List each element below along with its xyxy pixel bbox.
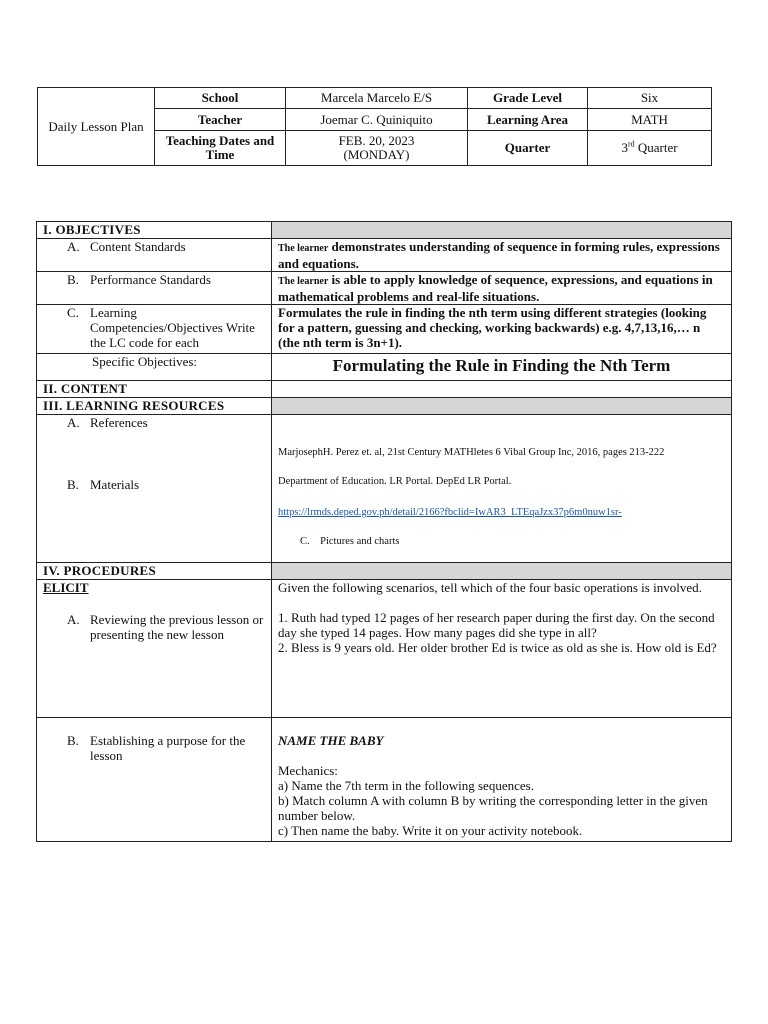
- quarter-num: 3: [621, 140, 628, 155]
- content-heading: II. CONTENT: [37, 381, 272, 398]
- quarter-sup: rd: [627, 139, 635, 149]
- learning-competencies-label: C. Learning Competencies/Objectives Write the LC code for each: [37, 305, 272, 354]
- references-content: [272, 415, 732, 563]
- teacher-value: Joemar C. Quiniquito: [286, 109, 468, 131]
- mechanics-c: c) Then name the baby. Write it on your activity notebook.: [278, 823, 583, 838]
- mechanics-b: b) Match column A with column B by writing the corresponding letter in the given number below.: [278, 793, 708, 823]
- reference-link[interactable]: https://lrmds.deped.gov.ph/detail/2166?fbclid=IwAR3_LTEqaJzx37p6m0nuw1sr-: [278, 507, 622, 518]
- performance-standards-text: The learner is able to apply knowledge of sequence, expressions, and equations in mathematical problems and real-life situations.: [272, 272, 732, 305]
- purpose-title: NAME THE BABY: [278, 733, 384, 748]
- learning-resources-shade: [272, 398, 732, 415]
- review-label: A. Reviewing the previous lesson or presenting the new lesson: [67, 612, 264, 642]
- quarter-label: Quarter: [468, 131, 588, 166]
- elicit-cell: [37, 580, 272, 718]
- review-content: [272, 580, 732, 718]
- dates-value: [286, 131, 468, 166]
- reference-book: MarjosephH. Perez et. al, 21st Century MATHletes 6 Vibal Group Inc, 2016, pages 213-222: [278, 447, 665, 458]
- objectives-heading-shade: [272, 222, 732, 239]
- review-question-1b: day she typed 14 pages. How many pages did she type in all?: [278, 625, 597, 640]
- purpose-content: [272, 718, 732, 842]
- school-label: School: [155, 88, 286, 109]
- content-standards-text: The learner demonstrates understanding of sequence in forming rules, expressions and equations.: [272, 239, 732, 272]
- review-question-1a: 1. Ruth had typed 12 pages of her research paper during the first day. On the second: [278, 610, 715, 625]
- school-value: Marcela Marcelo E/S: [286, 88, 468, 109]
- references-label: A. References: [67, 415, 148, 430]
- dlp-title: Daily Lesson Plan: [38, 88, 155, 166]
- purpose-label: B. Establishing a purpose for the lesson: [37, 718, 272, 842]
- area-label: Learning Area: [468, 109, 588, 131]
- review-question-2: 2. Bless is 9 years old. Her older brother Ed is twice as old as she is. How old is Ed?: [278, 640, 717, 655]
- mechanics-label: Mechanics:: [278, 763, 338, 778]
- mechanics-a: a) Name the 7th term in the following sequences.: [278, 778, 534, 793]
- grade-label: Grade Level: [468, 88, 588, 109]
- dates-label: Teaching Dates and Time: [155, 131, 286, 166]
- objectives-heading: I. OBJECTIVES: [37, 222, 272, 239]
- learning-resources-heading: III. LEARNING RESOURCES: [37, 398, 272, 415]
- content-heading-empty: [272, 381, 732, 398]
- review-intro: Given the following scenarios, tell which of the four basic operations is involved.: [278, 580, 702, 595]
- reference-portal: Department of Education. LR Portal. DepEd LR Portal.: [278, 476, 512, 487]
- lesson-header-table: [37, 87, 712, 166]
- area-value: MATH: [588, 109, 712, 131]
- teacher-label: Teacher: [155, 109, 286, 131]
- specific-objectives-label: Specific Objectives:: [37, 354, 272, 381]
- procedures-shade: [272, 563, 732, 580]
- performance-standards-label: B. Performance Standards: [37, 272, 272, 305]
- procedures-heading: IV. PROCEDURES: [37, 563, 272, 580]
- pictures-item: C. Pictures and charts: [300, 536, 400, 547]
- materials-label: B. Materials: [67, 477, 140, 492]
- content-standards-label: A. Content Standards: [37, 239, 272, 272]
- specific-objectives-title: Formulating the Rule in Finding the Nth Term: [272, 354, 732, 381]
- grade-value: Six: [588, 88, 712, 109]
- learning-competencies-text: Formulates the rule in finding the nth term using different strategies (looking for a pattern, guessing and checking, working backwards) e.g. 4,7,13,16,… n (the nth term is 3n+1).: [272, 305, 732, 354]
- dates-value-line2: (MONDAY): [343, 147, 410, 162]
- references-materials-labels: [37, 415, 272, 563]
- quarter-word: Quarter: [637, 140, 678, 155]
- quarter-value: [588, 131, 712, 166]
- lesson-body-table: [36, 221, 732, 842]
- dates-value-line1: FEB. 20, 2023: [338, 133, 415, 148]
- elicit-label: ELICIT: [43, 580, 89, 595]
